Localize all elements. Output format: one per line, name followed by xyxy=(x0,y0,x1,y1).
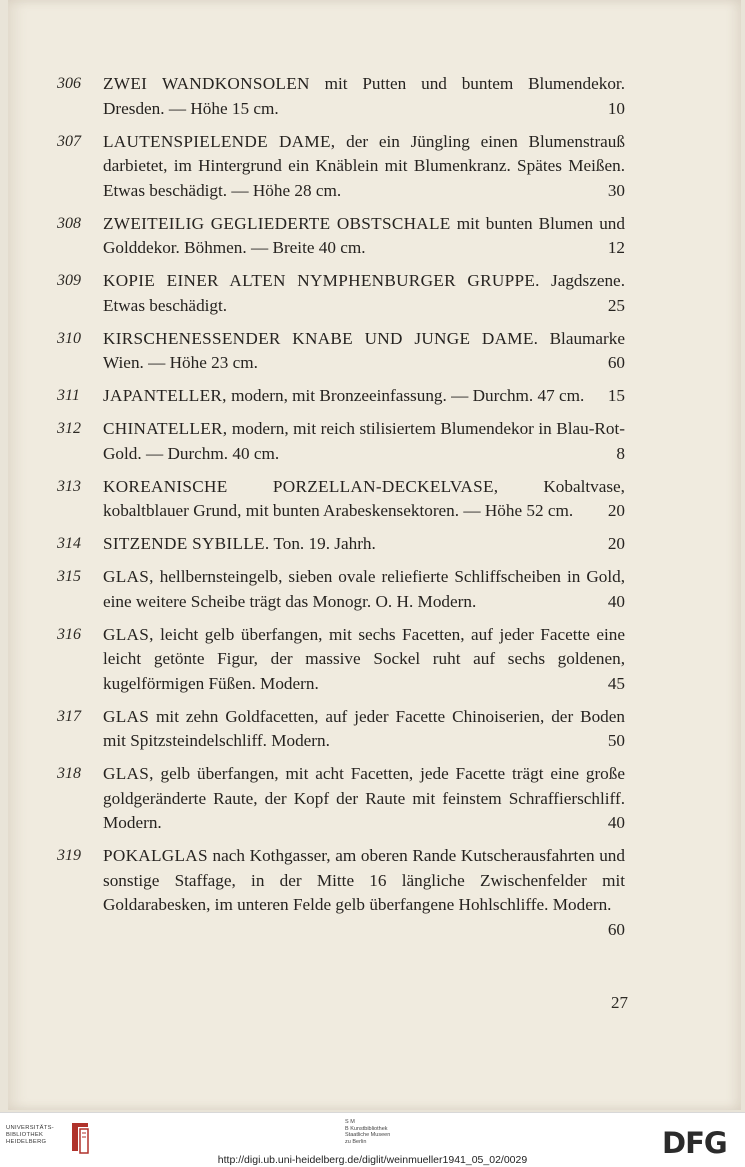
museum-stamp xyxy=(345,1119,435,1145)
library-line-1: UNIVERSITÄTS- xyxy=(6,1125,55,1131)
source-url[interactable]: http://digi.ub.uni-heidelberg.de/diglit/weinmueller1941_05_02/0029 xyxy=(217,1154,528,1166)
lot-number: 319 xyxy=(57,847,81,864)
lot-description xyxy=(103,130,625,204)
lot-description xyxy=(103,762,625,836)
lot-description xyxy=(103,532,625,557)
library-line-2: BIBLIOTHEK xyxy=(6,1132,44,1138)
lot-description xyxy=(103,72,625,121)
lot-price: 12 xyxy=(607,238,625,257)
dfg-logo[interactable]: DFG xyxy=(662,1126,727,1160)
library-name xyxy=(6,1125,66,1146)
lot-title: KOREANISCHE PORZELLAN-DECKELVASE, xyxy=(103,476,499,496)
lot-title: JAPANTELLER, xyxy=(103,386,227,405)
lot-title: GLAS xyxy=(103,706,150,726)
catalog-entry xyxy=(55,212,625,261)
lot-title: SITZENDE SYBILLE. xyxy=(103,534,270,553)
lot-number: 316 xyxy=(57,625,81,643)
lot-text: mit bunten Blumen und Golddekor. Böhmen. — Breite 40 cm. xyxy=(103,213,625,257)
lot-text: hellbernsteingelb, sieben ovale reliefierte Schliffscheiben in Gold, eine weitere Scheibe trägt das Monogr. O. H. Modern. xyxy=(103,567,625,611)
lot-number: 313 xyxy=(57,477,81,495)
lot-price: 50 xyxy=(607,731,625,750)
catalog-entry xyxy=(55,844,625,939)
lot-price: 20 xyxy=(607,501,625,520)
heidelberg-library-logo[interactable] xyxy=(6,1121,92,1157)
lot-price: 8 xyxy=(616,443,625,463)
lot-price: 60 xyxy=(607,353,625,372)
catalog-entry xyxy=(55,130,625,204)
catalog-entry xyxy=(55,705,625,754)
catalog-entries xyxy=(55,72,625,942)
lot-description xyxy=(103,417,625,466)
lot-price: 20 xyxy=(607,534,625,553)
stamp-line-1: S M xyxy=(345,1119,355,1125)
lot-description xyxy=(103,212,625,261)
lot-price: 40 xyxy=(607,813,625,832)
lot-text: der ein Jüngling einen Blumenstrauß darbietet, im Hintergrund ein Knäblein mit Blumenkranz. Spätes Meißen. Etwas beschädigt. — Höhe 28 cm. xyxy=(103,131,625,200)
page-number: 27 xyxy=(611,993,628,1012)
lot-number: 308 xyxy=(57,214,81,232)
lot-number: 311 xyxy=(57,387,80,404)
lot-description xyxy=(103,475,625,524)
lot-description xyxy=(103,705,625,754)
catalog-entry xyxy=(55,532,625,557)
lot-title: GLAS, xyxy=(103,624,154,644)
lot-description xyxy=(103,844,625,939)
lot-number: 317 xyxy=(57,707,81,725)
lot-title: GLAS, xyxy=(103,567,154,586)
lot-number: 315 xyxy=(57,568,81,585)
catalog-entry xyxy=(55,269,625,318)
lot-price: 10 xyxy=(607,98,625,118)
catalog-entry xyxy=(55,565,625,614)
lot-title: KIRSCHENESSENDER KNABE UND JUNGE DAME. xyxy=(103,328,539,348)
lot-title: ZWEI WANDKONSOLEN xyxy=(103,74,310,93)
lot-title: KOPIE EINER ALTEN NYMPHENBURGER GRUPPE. xyxy=(103,271,540,290)
lot-number: 306 xyxy=(57,75,81,92)
lot-price: 45 xyxy=(607,673,625,693)
lot-text: mit Putten und buntem Blumendekor. Dresden. — Höhe 15 cm. xyxy=(103,74,626,118)
lot-price: 40 xyxy=(607,591,625,611)
lot-number: 314 xyxy=(57,535,81,552)
lot-text: mit zehn Goldfacetten, auf jeder Facette Chinoiserien, der Boden mit Spitzsteindelschliff. Modern. xyxy=(103,706,625,750)
lot-text: Ton. 19. Jahrh. xyxy=(269,534,376,553)
lot-title: GLAS, xyxy=(103,764,154,783)
lot-title: CHINATELLER, xyxy=(103,419,228,438)
lot-title: POKALGLAS xyxy=(103,846,208,865)
catalog-page xyxy=(8,0,741,1110)
lot-text: nach Kothgasser, am oberen Rande Kutscherausfahrten und sonstige Staffage, in der Mitte 16 längliche Zwischenfelder mit Goldarabesken, im unteren Felde gelb überfangene Hohlschliffe. Modern. xyxy=(103,846,625,914)
lot-description xyxy=(103,623,625,697)
lot-number: 312 xyxy=(57,420,81,437)
catalog-entry xyxy=(55,762,625,836)
lot-text: modern, mit reich stilisiertem Blumendekor in Blau-Rot-Gold. — Durchm. 40 cm. xyxy=(103,419,625,463)
lot-price: 25 xyxy=(607,295,625,315)
library-emblem-icon xyxy=(68,1121,92,1155)
catalog-entry xyxy=(55,475,625,524)
lot-description xyxy=(103,269,625,318)
lot-number: 310 xyxy=(57,329,81,347)
stamp-line-4: zu Berlin xyxy=(345,1138,367,1145)
catalog-entry xyxy=(55,72,625,121)
lot-text: modern, mit Bronzeeinfassung. — Durchm. 47 cm. xyxy=(226,386,585,405)
stamp-line-3: Staatliche Museen xyxy=(345,1132,391,1138)
lot-description xyxy=(103,565,625,614)
lot-text: Jagdszene. Etwas beschädigt. xyxy=(103,271,625,315)
lot-text: gelb überfangen, mit acht Facetten, jede Facette trägt eine große goldgeränderte Raute, der Kopf der Raute mit feinstem Schraffierschliff. Modern. xyxy=(103,764,625,832)
viewer-footer xyxy=(0,1112,745,1167)
lot-text: Blaumarke Wien. — Höhe 23 cm. xyxy=(103,328,626,372)
lot-number: 309 xyxy=(57,272,81,289)
lot-number: 318 xyxy=(57,765,81,782)
lot-price: 30 xyxy=(607,180,625,200)
lot-description xyxy=(103,384,625,409)
library-line-3: HEIDELBERG xyxy=(6,1139,47,1145)
catalog-entry xyxy=(55,417,625,466)
lot-text: Kobaltvase, kobaltblauer Grund, mit bunten Arabeskensektoren. — Höhe 52 cm. xyxy=(103,476,625,520)
lot-text: leicht gelb überfangen, mit sechs Facetten, auf jeder Facette eine leicht getönte Figur, der massive Sockel ruht auf sechs goldenen, kugelförmigen Füßen. Modern. xyxy=(103,624,625,693)
lot-title: ZWEITEILIG GEGLIEDERTE OBSTSCHALE xyxy=(103,213,451,233)
lot-price: 60 xyxy=(607,919,625,939)
lot-description xyxy=(103,327,625,376)
catalog-entry xyxy=(55,623,625,697)
lot-number: 307 xyxy=(57,132,81,150)
catalog-entry xyxy=(55,327,625,376)
lot-price: 15 xyxy=(607,386,625,405)
stamp-line-2: B Kunstbibliothek xyxy=(345,1125,388,1132)
catalog-entry xyxy=(55,384,625,409)
lot-title: LAUTENSPIELENDE DAME, xyxy=(103,131,336,151)
